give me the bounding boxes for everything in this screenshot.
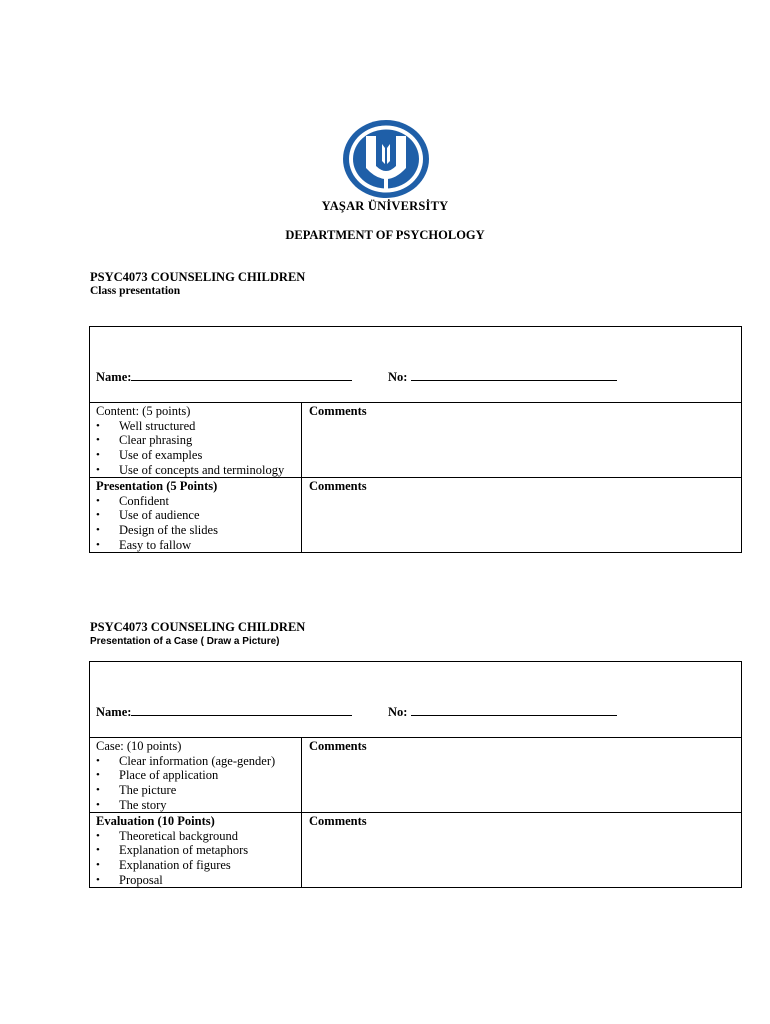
criteria-cell <box>90 738 302 812</box>
name-blank[interactable] <box>131 705 352 716</box>
criteria-header: Content: (5 points) <box>96 404 191 418</box>
name-label: Name: <box>96 370 132 384</box>
criteria-item: • The story <box>96 798 301 813</box>
criteria-row <box>90 477 741 552</box>
criteria-item: • Clear information (age-gender) <box>96 754 301 769</box>
criteria-cell <box>90 403 302 477</box>
criteria-item: • The picture <box>96 783 301 798</box>
name-label: Name: <box>96 705 132 719</box>
number-field[interactable] <box>388 370 617 385</box>
subtitle-2: Presentation of a Case ( Draw a Picture) <box>90 636 280 647</box>
comments-label: Comments <box>309 404 367 418</box>
evaluation-form-1 <box>89 326 742 553</box>
criteria-item: • Clear phrasing <box>96 433 301 448</box>
criteria-cell <box>90 478 302 552</box>
comments-label: Comments <box>309 814 367 828</box>
criteria-item: • Explanation of figures <box>96 858 301 873</box>
criteria-list <box>96 419 301 478</box>
university-logo <box>341 118 431 200</box>
criteria-item: • Use of audience <box>96 508 301 523</box>
subtitle-1: Class presentation <box>90 285 181 297</box>
criteria-list <box>96 829 301 888</box>
criteria-list <box>96 754 301 813</box>
comments-cell[interactable] <box>302 403 741 477</box>
course-title-1: PSYC4073 COUNSELING CHILDREN <box>90 270 306 284</box>
criteria-item: • Confident <box>96 494 301 509</box>
comments-cell[interactable] <box>302 813 741 887</box>
number-blank[interactable] <box>411 370 617 381</box>
criteria-item: • Design of the slides <box>96 523 301 538</box>
criteria-item: • Proposal <box>96 873 301 888</box>
number-field[interactable] <box>388 705 617 720</box>
comments-label: Comments <box>309 479 367 493</box>
name-row <box>90 327 741 403</box>
criteria-item: • Use of examples <box>96 448 301 463</box>
criteria-list <box>96 494 301 553</box>
evaluation-form-2 <box>89 661 742 888</box>
criteria-row <box>90 403 741 477</box>
department-name: DEPARTMENT OF PSYCHOLOGY <box>285 228 485 242</box>
criteria-item: • Easy to fallow <box>96 538 301 553</box>
criteria-header: Evaluation (10 Points) <box>96 814 215 828</box>
criteria-item: • Theoretical background <box>96 829 301 844</box>
criteria-row <box>90 812 741 887</box>
no-label: No: <box>388 370 408 384</box>
name-field[interactable] <box>96 705 352 720</box>
comments-label: Comments <box>309 739 367 753</box>
criteria-item: • Well structured <box>96 419 301 434</box>
criteria-item: • Place of application <box>96 768 301 783</box>
criteria-row <box>90 738 741 812</box>
no-label: No: <box>388 705 408 719</box>
criteria-item: • Use of concepts and terminology <box>96 463 301 478</box>
course-title-2: PSYC4073 COUNSELING CHILDREN <box>90 620 306 634</box>
name-row <box>90 662 741 738</box>
name-field[interactable] <box>96 370 352 385</box>
criteria-header: Case: (10 points) <box>96 739 182 753</box>
name-blank[interactable] <box>131 370 352 381</box>
criteria-header: Presentation (5 Points) <box>96 479 218 493</box>
university-name: YAŞAR ÜNİVERSİTY <box>321 199 449 213</box>
comments-cell[interactable] <box>302 738 741 812</box>
criteria-item: • Explanation of metaphors <box>96 843 301 858</box>
criteria-cell <box>90 813 302 887</box>
number-blank[interactable] <box>411 705 617 716</box>
comments-cell[interactable] <box>302 478 741 552</box>
